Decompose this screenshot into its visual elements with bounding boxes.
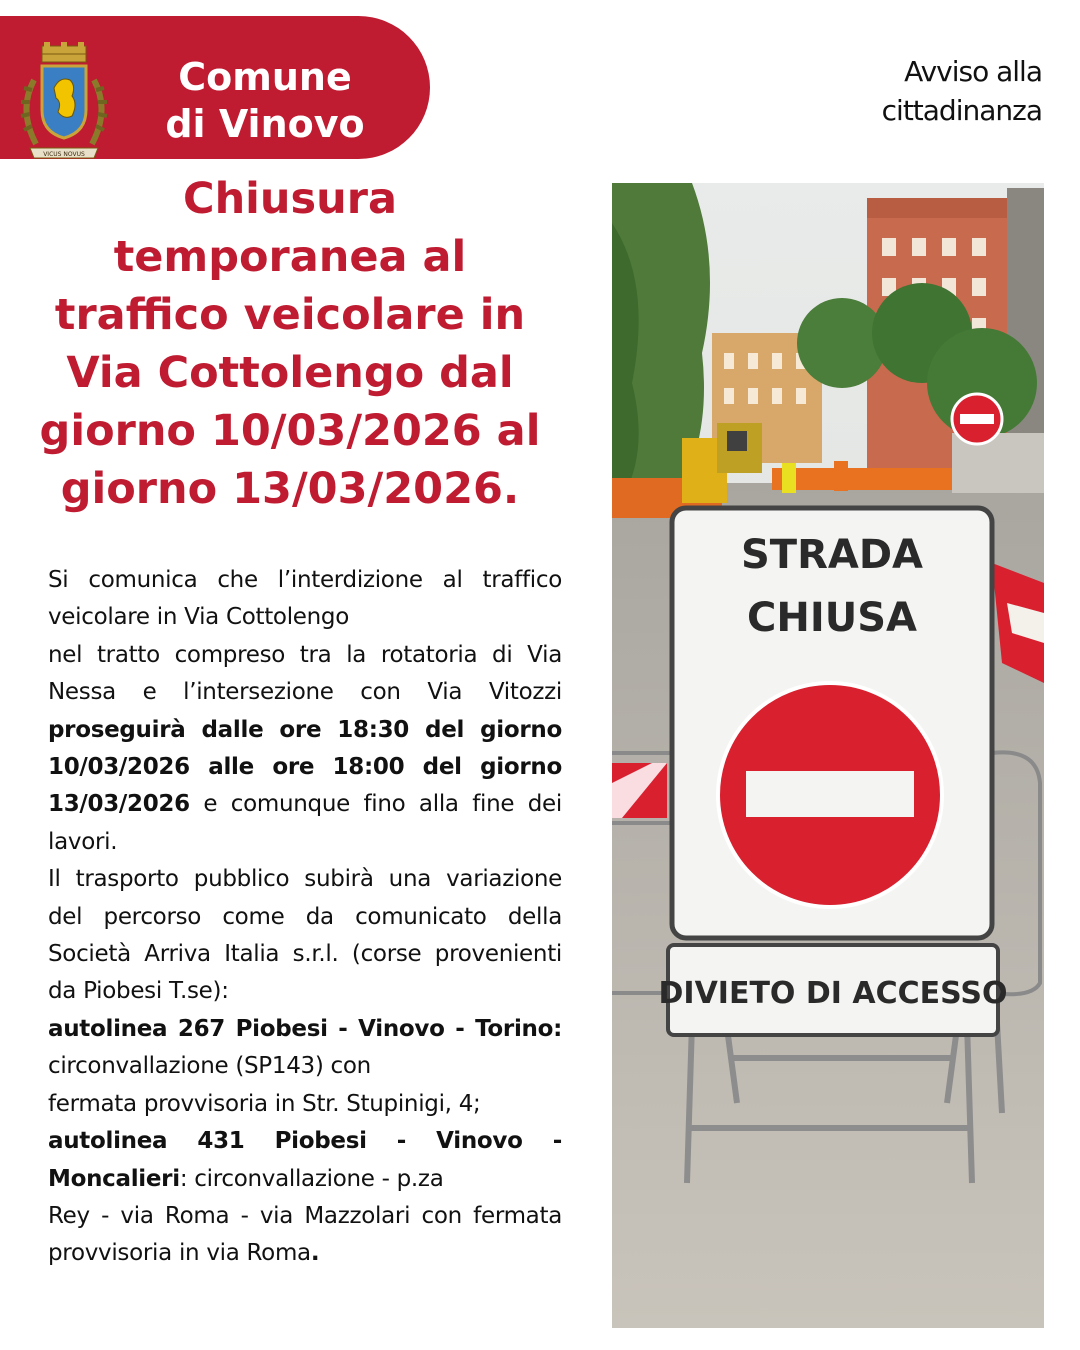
bus-line-267-stop: fermata provvisoria in Str. Stupinigi, 4;: [48, 1090, 481, 1117]
notice-line-2: cittadinanza: [881, 94, 1042, 127]
title-line-3: traffico veicolare in: [54, 290, 526, 340]
title-line-5: giorno 10/03/2026 al: [39, 406, 541, 456]
road-closed-photo: [612, 183, 1044, 1328]
sign-text-line-1: STRADA: [740, 532, 924, 578]
municipal-crest-icon: [14, 40, 114, 166]
title-line-2: temporanea al: [113, 232, 467, 282]
bus-line-431-route-start: : circonvallazione - p.za: [179, 1165, 444, 1192]
municipality-line-2: di Vinovo: [165, 102, 365, 146]
header-banner: [0, 16, 430, 159]
bus-line-267-route: circonvallazione (SP143) con: [48, 1053, 371, 1080]
notice-body: [48, 562, 562, 1273]
title-line-1: Chiusura: [183, 174, 397, 224]
road-closed-sign-illustration: [612, 183, 1044, 1328]
notice-label: [782, 52, 1042, 130]
closure-intro: Si comunica che l’interdizione al traffico veicolare in Via Cottolengo: [48, 567, 562, 631]
page-title: [20, 170, 560, 518]
bus-line-431-end: .: [310, 1240, 320, 1267]
closure-end: e comunque fino alla fine dei lavori.: [48, 791, 562, 855]
bus-line-431-route: Rey - via Roma - via Mazzolari con fermata provvisoria in via Roma: [48, 1202, 562, 1267]
crest-motto: VICUS NOVUS: [43, 151, 85, 158]
closure-segment: nel tratto compreso tra la rotatoria di Via Nessa e l’intersezione con Via Vitozzi: [48, 641, 562, 706]
transport-paragraph: Il trasporto pubblico subirà una variazione del percorso come da comunicato della Società Arriva Italia s.r.l. (corse provenienti da Piobesi T.se):: [48, 866, 562, 1005]
municipality-name: [140, 54, 390, 148]
bus-line-431-title: autolinea 431 Piobesi - Vinovo - Moncalieri: [48, 1128, 562, 1192]
title-line-4: Via Cottolengo dal: [66, 348, 514, 398]
bus-line-267-title: autolinea 267 Piobesi - Vinovo - Torino:: [48, 1015, 562, 1042]
sign-text-line-2: CHIUSA: [747, 595, 917, 641]
title-line-6: giorno 13/03/2026.: [60, 464, 520, 514]
closure-dates: proseguirà dalle ore 18:30 del giorno 10/03/2026 alle ore 18:00 del giorno 13/03/2026: [48, 716, 562, 818]
sign-text-bottom: DIVIETO DI ACCESSO: [658, 976, 1008, 1011]
notice-line-1: Avviso alla: [904, 55, 1042, 88]
closure-paragraph: [48, 562, 562, 861]
bus-line-431: [48, 1123, 562, 1273]
bus-line-267: [48, 1011, 562, 1123]
municipality-line-1: Comune: [178, 55, 352, 99]
